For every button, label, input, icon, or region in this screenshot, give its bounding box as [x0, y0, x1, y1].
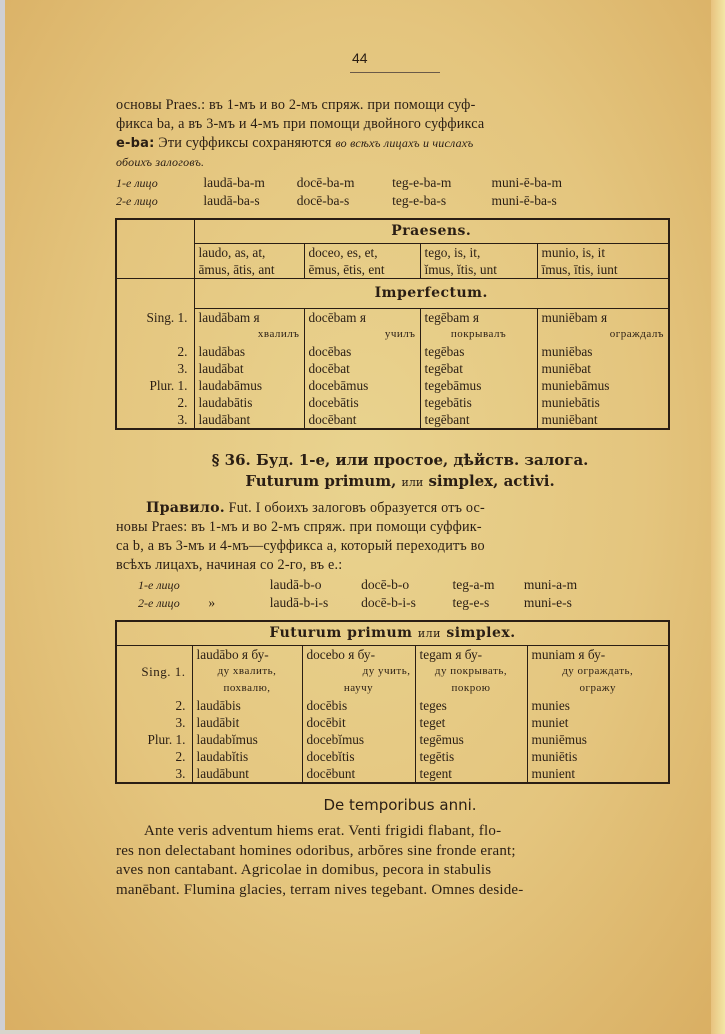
- table-row: 2. laudabātis docebātis tegebātis muniebātis: [116, 394, 669, 411]
- imperfectum-title: Imperfectum.: [194, 279, 669, 309]
- section-36-title-line-2: Futurum primum, или simplex, activi.: [245, 472, 555, 490]
- intro-line-4: обоихъ залоговъ.: [116, 155, 205, 169]
- table-row: похвалю, научу покрою огражу: [116, 680, 669, 697]
- table-row: 2. laudābis docēbis teges munies: [116, 697, 669, 714]
- future-example-2: 2-е лицо » laudā-b-i-s docē-b-i-s teg-e-s muni-e-s: [138, 595, 572, 610]
- intro-line-3: e-ba: Эти суффиксы сохраняются во всѣхъ лицахъ и числахъ: [116, 135, 474, 151]
- page-number-rule: [350, 72, 440, 73]
- rule-label: Правило.: [146, 500, 225, 516]
- table-row: 2. laudabĭtis docebĭtis tegētis muniētis: [116, 748, 669, 765]
- table-row: 3. laudābant docēbant tegēbant muniēbant: [116, 411, 669, 429]
- table-row: laudābo я бу- docebo я бу- tegam я бу- muniam я бу-: [116, 646, 669, 664]
- page-edge-left: [0, 0, 5, 1034]
- page-number: 44: [352, 50, 368, 66]
- suffix-eba: e-ba:: [116, 136, 155, 151]
- intro-line-1: основы Praes.: въ 1-мъ и во 2-мъ спряж. при помощи суф-: [116, 97, 476, 113]
- table-row: laudo, as, at, doceo, es, et, tego, is, it, munio, is, it: [116, 244, 669, 262]
- table-row: āmus, ātis, ant ēmus, ētis, ent ĭmus, ĭtis, unt īmus, ītis, iunt: [116, 261, 669, 279]
- imperfect-example-1: 1-е лицо laudā-ba-m docē-ba-m teg-e-ba-m muni-ē-ba-m: [116, 175, 562, 190]
- intro-line-2: фикса ba, а въ 3-мъ и 4-мъ при помощи двойного суффикса: [116, 116, 485, 132]
- imperfectum-header-row: [116, 279, 669, 309]
- intro-paragraph: [116, 96, 671, 172]
- future-title: Futurum primum или simplex.: [116, 621, 669, 646]
- section-36-title-line-1: § 36. Буд. 1-е, или простое, дѣйств. залога.: [211, 451, 589, 469]
- table-row: хвалилъ училъ покрывалъ ограждалъ: [116, 326, 669, 343]
- praesens-title: Praesens.: [194, 219, 669, 244]
- page-edge-right: [711, 0, 725, 1034]
- future-header-row: [116, 621, 669, 646]
- table-row: Plur. 1. laudabāmus docebāmus tegebāmus muniebāmus: [116, 377, 669, 394]
- future-example-1: 1-е лицо laudā-b-o docē-b-o teg-a-m muni-a-m: [138, 577, 578, 592]
- table-row: Sing. 1. laudābam я docēbam я tegēbam я muniēbam я: [116, 309, 669, 327]
- reading-paragraph: Ante veris adventum hiems erat. Venti frigidi flabant, flo- res non delectabant homines odoribus, arbŏres sine fronde erant; aves non cantabant. Agricolae in domibus, pecora in stabulis manēbant. Flumina glacies, terram nives tegebant. Omnes deside-: [116, 823, 524, 898]
- table-row: Sing. 1. ду хвалить, ду учить, ду покрывать, ду ограждать,: [116, 663, 669, 680]
- page-edge-bottom: [0, 1030, 420, 1034]
- present-imperfect-table: [115, 218, 670, 430]
- future-table: [115, 620, 670, 784]
- praesens-header-row: [116, 219, 669, 244]
- rule-paragraph: Правило. Fut. I обоихъ залоговъ образуется отъ ос- новы Praes: въ 1-мъ и во 2-мъ спряж. при помощи суффик- са b, а въ 3-мъ и 4-мъ—суффикса a, который переходитъ во всѣхъ лицахъ, начиная со 2-го, въ e.:: [116, 500, 485, 573]
- table-row: 3. laudābat docēbat tegēbat muniēbat: [116, 360, 669, 377]
- section-36-heading: [100, 450, 700, 493]
- table-row: 2. laudābas docēbas tegēbas muniēbas: [116, 343, 669, 360]
- imperfect-example-2: 2-е лицо laudā-ba-s docē-ba-s teg-e-ba-s muni-ē-ba-s: [116, 193, 557, 208]
- table-row: 3. laudābunt docēbunt tegent munient: [116, 765, 669, 783]
- table-row: Plur. 1. laudabĭmus docebĭmus tegēmus muniēmus: [116, 731, 669, 748]
- reading-title: De temporibus anni.: [323, 796, 477, 814]
- table-row: 3. laudābit docēbit teget muniet: [116, 714, 669, 731]
